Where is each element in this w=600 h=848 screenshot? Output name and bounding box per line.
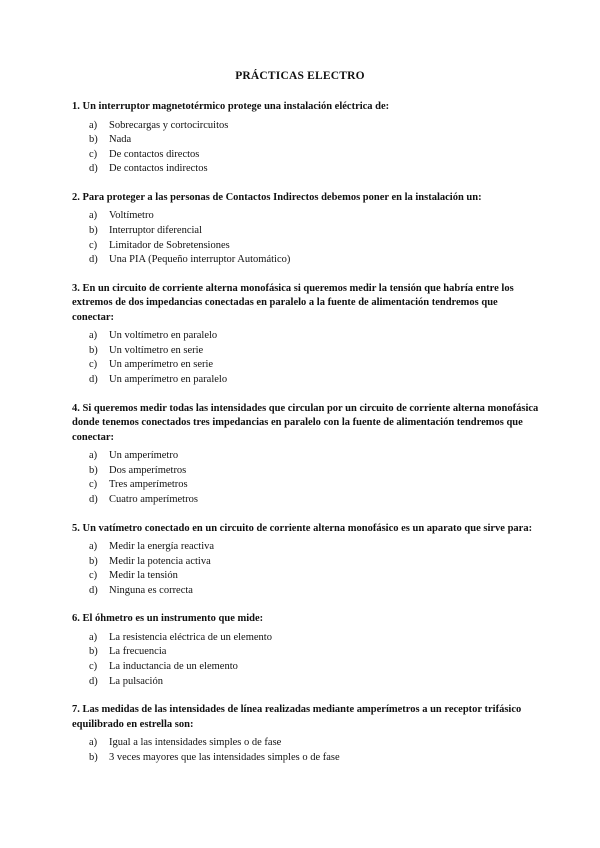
option-text: Voltímetro: [109, 210, 154, 222]
answer-option: [72, 449, 542, 464]
option-text: 3 veces mayores que las intensidades simples o de fase: [109, 751, 340, 763]
question-2: [72, 191, 542, 268]
answer-option: [72, 329, 542, 344]
document-title: PRÁCTICAS ELECTRO: [235, 70, 365, 82]
option-list: [72, 540, 542, 598]
answer-option: [72, 373, 542, 388]
option-letter: a): [89, 119, 98, 131]
option-letter: d): [89, 254, 98, 266]
option-letter: c): [89, 359, 98, 371]
option-text: Interruptor diferencial: [109, 224, 202, 236]
answer-option: [72, 493, 542, 508]
option-text: Un amperímetro en paralelo: [109, 374, 228, 386]
option-letter: d): [89, 493, 98, 505]
option-list: [72, 119, 542, 177]
option-letter: b): [89, 134, 98, 146]
question-text: 6. El óhmetro es un instrumento que mide:: [72, 613, 264, 625]
option-letter: d): [89, 584, 98, 596]
option-text: Medir la potencia activa: [109, 555, 211, 567]
option-list: [72, 736, 542, 765]
option-text: Dos amperímetros: [109, 464, 187, 476]
question-text: 2. Para proteger a las personas de Contactos Indirectos debemos poner en la instalación un:: [72, 191, 482, 203]
question-text: 5. Un vatímetro conectado en un circuito de corriente alterna monofásico es un aparato que sirve para:: [72, 522, 533, 534]
option-text: Limitador de Sobretensiones: [109, 239, 230, 251]
answer-option: [72, 736, 542, 751]
answer-option: [72, 209, 542, 224]
option-letter: a): [89, 541, 98, 552]
option-letter: b): [89, 555, 98, 567]
option-letter: b): [89, 646, 98, 658]
answer-option: [72, 645, 542, 660]
answer-option: [72, 540, 542, 555]
option-letter: d): [89, 163, 98, 175]
option-text: La pulsación: [109, 675, 163, 687]
option-letter: c): [89, 239, 98, 251]
answer-option: [72, 239, 542, 254]
answer-option: [72, 675, 542, 690]
question-7: [72, 703, 542, 765]
answer-option: [72, 660, 542, 675]
option-text: De contactos indirectos: [109, 163, 208, 175]
answer-option: [72, 253, 542, 268]
answer-option: [72, 133, 542, 148]
option-letter: c): [89, 148, 98, 160]
answer-option: [72, 631, 542, 646]
option-letter: c): [89, 479, 98, 491]
option-text: De contactos directos: [109, 148, 200, 160]
option-text: Tres amperímetros: [109, 479, 188, 491]
option-text: Ninguna es correcta: [109, 584, 193, 596]
answer-option: [72, 162, 542, 177]
option-letter: a): [89, 330, 98, 342]
answer-option: [72, 358, 542, 373]
answer-option: [72, 148, 542, 163]
question-1: [72, 100, 542, 177]
question-5: [72, 522, 542, 599]
option-text: Medir la energía reactiva: [109, 541, 215, 552]
answer-option: [72, 569, 542, 584]
option-letter: a): [89, 631, 98, 643]
answer-option: [72, 464, 542, 479]
option-text: Una PIA (Pequeño interruptor Automático): [109, 254, 291, 266]
option-letter: c): [89, 570, 98, 582]
option-letter: a): [89, 737, 98, 749]
question-text: 7. Las medidas de las intensidades de línea realizadas mediante amperímetros a un receptor trifásico equilibrado en estrella son:: [72, 704, 522, 730]
option-list: [72, 329, 542, 387]
option-letter: b): [89, 751, 98, 763]
option-letter: a): [89, 210, 98, 222]
option-text: La resistencia eléctrica de un elemento: [109, 631, 272, 643]
option-letter: a): [89, 450, 98, 462]
option-letter: c): [89, 661, 98, 673]
option-list: [72, 631, 542, 689]
option-text: Un amperímetro: [109, 450, 179, 462]
option-text: Sobrecargas y cortocircuitos: [109, 119, 229, 131]
option-list: [72, 209, 542, 267]
question-text: 3. En un circuito de corriente alterna monofásica si queremos medir la tensión que habría entre los extremos de dos impedancias conectadas en paralelo a la fuente de alimentación tendremos que conectar:: [72, 282, 514, 323]
option-text: Un amperímetro en serie: [109, 359, 214, 371]
question-3: [72, 282, 542, 388]
option-text: Un voltímetro en serie: [109, 344, 204, 356]
option-letter: b): [89, 344, 98, 356]
answer-option: [72, 224, 542, 239]
question-list: [72, 100, 542, 779]
option-letter: d): [89, 675, 98, 687]
answer-option: [72, 119, 542, 134]
option-letter: b): [89, 464, 98, 476]
answer-option: [72, 584, 542, 599]
option-text: Un voltímetro en paralelo: [109, 330, 218, 342]
question-4: [72, 402, 542, 508]
option-letter: b): [89, 224, 98, 236]
option-letter: d): [89, 374, 98, 386]
answer-option: [72, 555, 542, 570]
question-text: 1. Un interruptor magnetotérmico protege una instalación eléctrica de:: [72, 101, 390, 112]
answer-option: [72, 344, 542, 359]
option-text: Igual a las intensidades simples o de fase: [109, 737, 282, 749]
option-text: Nada: [109, 134, 132, 146]
question-6: [72, 612, 542, 689]
option-text: Medir la tensión: [109, 570, 178, 582]
option-text: La inductancia de un elemento: [109, 661, 238, 673]
option-text: Cuatro amperímetros: [109, 493, 198, 505]
answer-option: [72, 751, 542, 766]
option-text: La frecuencia: [109, 646, 167, 658]
option-list: [72, 449, 542, 507]
question-text: 4. Si queremos medir todas las intensidades que circulan por un circuito de corriente alterna monofásica donde tenemos conectados tres impedancias en paralelo con la fuente de alimentación tendremos que conectar:: [72, 402, 539, 443]
answer-option: [72, 478, 542, 493]
